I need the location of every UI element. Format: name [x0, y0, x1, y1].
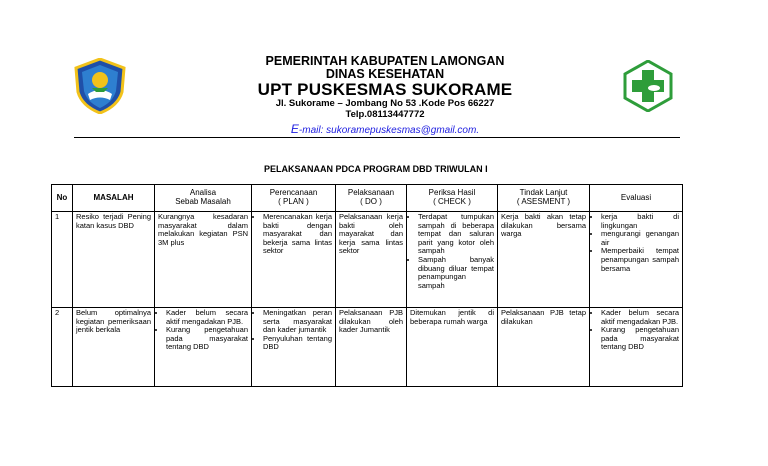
col-header-asesment: Tindak Lanjut ( ASESMENT ) [498, 185, 590, 212]
header-puskesmas: UPT PUSKESMAS SUKORAME [257, 80, 513, 99]
cell-asesment: Pelaksanaan PJB tetap dilakukan [498, 308, 590, 387]
cell-masalah: Belum optimalnya kegiatan pemeriksaan jentik berkala [73, 308, 155, 387]
col-header-masalah: MASALAH [73, 185, 155, 212]
cell-plan [252, 308, 336, 387]
table-header-row [52, 185, 683, 212]
header-department: DINAS KESEHATAN [325, 67, 445, 81]
lamongan-emblem-logo [74, 58, 126, 114]
email-text: -mail: sukoramepuskesmas@gmail.com. [298, 125, 480, 136]
header-divider [74, 137, 680, 138]
header-phone: Telp.08113447772 [345, 109, 425, 120]
col-header-check: Periksa Hasil ( CHECK ) [407, 185, 498, 212]
list-item: • Penyuluhan tentang DBD [263, 335, 332, 352]
cell-do: Pelaksanaan kerja bakti oleh mayarakat dan kerja sama lintas sektor [336, 212, 407, 308]
list-item: • Kader belum secara aktif mengadakan PJB. [601, 309, 679, 326]
cell-do: Pelaksanaan PJB dilakukan oleh kader Jumantik [336, 308, 407, 387]
cell-check [407, 212, 498, 308]
email-prefix: E [290, 122, 299, 136]
list-item: • Kurang pengetahuan pada masyarakat tentang DBD [166, 326, 248, 352]
cell-evaluasi [590, 308, 683, 387]
cell-masalah: Resiko terjadi Pening katan kasus DBD [73, 212, 155, 308]
cell-analisa [155, 308, 252, 387]
col-header-plan: Perencanaan ( PLAN ) [252, 185, 336, 212]
cell-check: Ditemukan jentik di beberapa rumah warga [407, 308, 498, 387]
list-item: • kerja bakti di lingkungan [601, 213, 679, 230]
header-address: Jl. Sukorame – Jombang No 53 .Kode Pos 66227 [275, 98, 495, 109]
list-item: • Meningatkan peran serta masyarakat dan kader jumantik [263, 309, 332, 335]
col-header-no: No [52, 185, 73, 212]
list-item: • Sampah banyak dibuang diluar tempat penampungan sampah [418, 256, 494, 290]
col-header-do: Pelaksanaan ( DO ) [336, 185, 407, 212]
list-item: • Memperbaiki tempat penampungan sampah bersama [601, 247, 679, 273]
list-item: • Kader belum secara aktif mengadakan PJB. [166, 309, 248, 326]
table-row [52, 212, 683, 308]
cell-no: 1 [52, 212, 73, 308]
pdca-table [51, 184, 683, 387]
cell-no: 2 [52, 308, 73, 387]
list-item: • mengurangi genangan air [601, 230, 679, 247]
col-header-evaluasi: Evaluasi [590, 185, 683, 212]
header-email [200, 122, 570, 136]
puskesmas-logo [623, 60, 673, 112]
cell-plan [252, 212, 336, 308]
cell-asesment: Kerja bakti akan tetap dilakukan bersama warga [498, 212, 590, 308]
header-government: PEMERINTAH KABUPATEN LAMONGAN [265, 54, 505, 68]
cell-evaluasi [590, 212, 683, 308]
list-item: • Terdapat tumpukan sampah di beberapa tempat dan saluran parit yang kotor oleh sampah [418, 213, 494, 256]
list-item: • Kurang pengetahuan pada masyarakat tentang DBD [601, 326, 679, 352]
table-title: PELAKSANAAN PDCA PROGRAM DBD TRIWULAN I [264, 164, 488, 174]
table-row [52, 308, 683, 387]
cell-analisa: Kurangnya kesadaran masyarakat dalam melakukan kegiatan PSN 3M plus [155, 212, 252, 308]
list-item: • Merencanakan kerja bakti dengan masyarakat dan bekerja sama lintas sektor [263, 213, 332, 256]
col-header-analisa: Analisa Sebab Masalah [155, 185, 252, 212]
